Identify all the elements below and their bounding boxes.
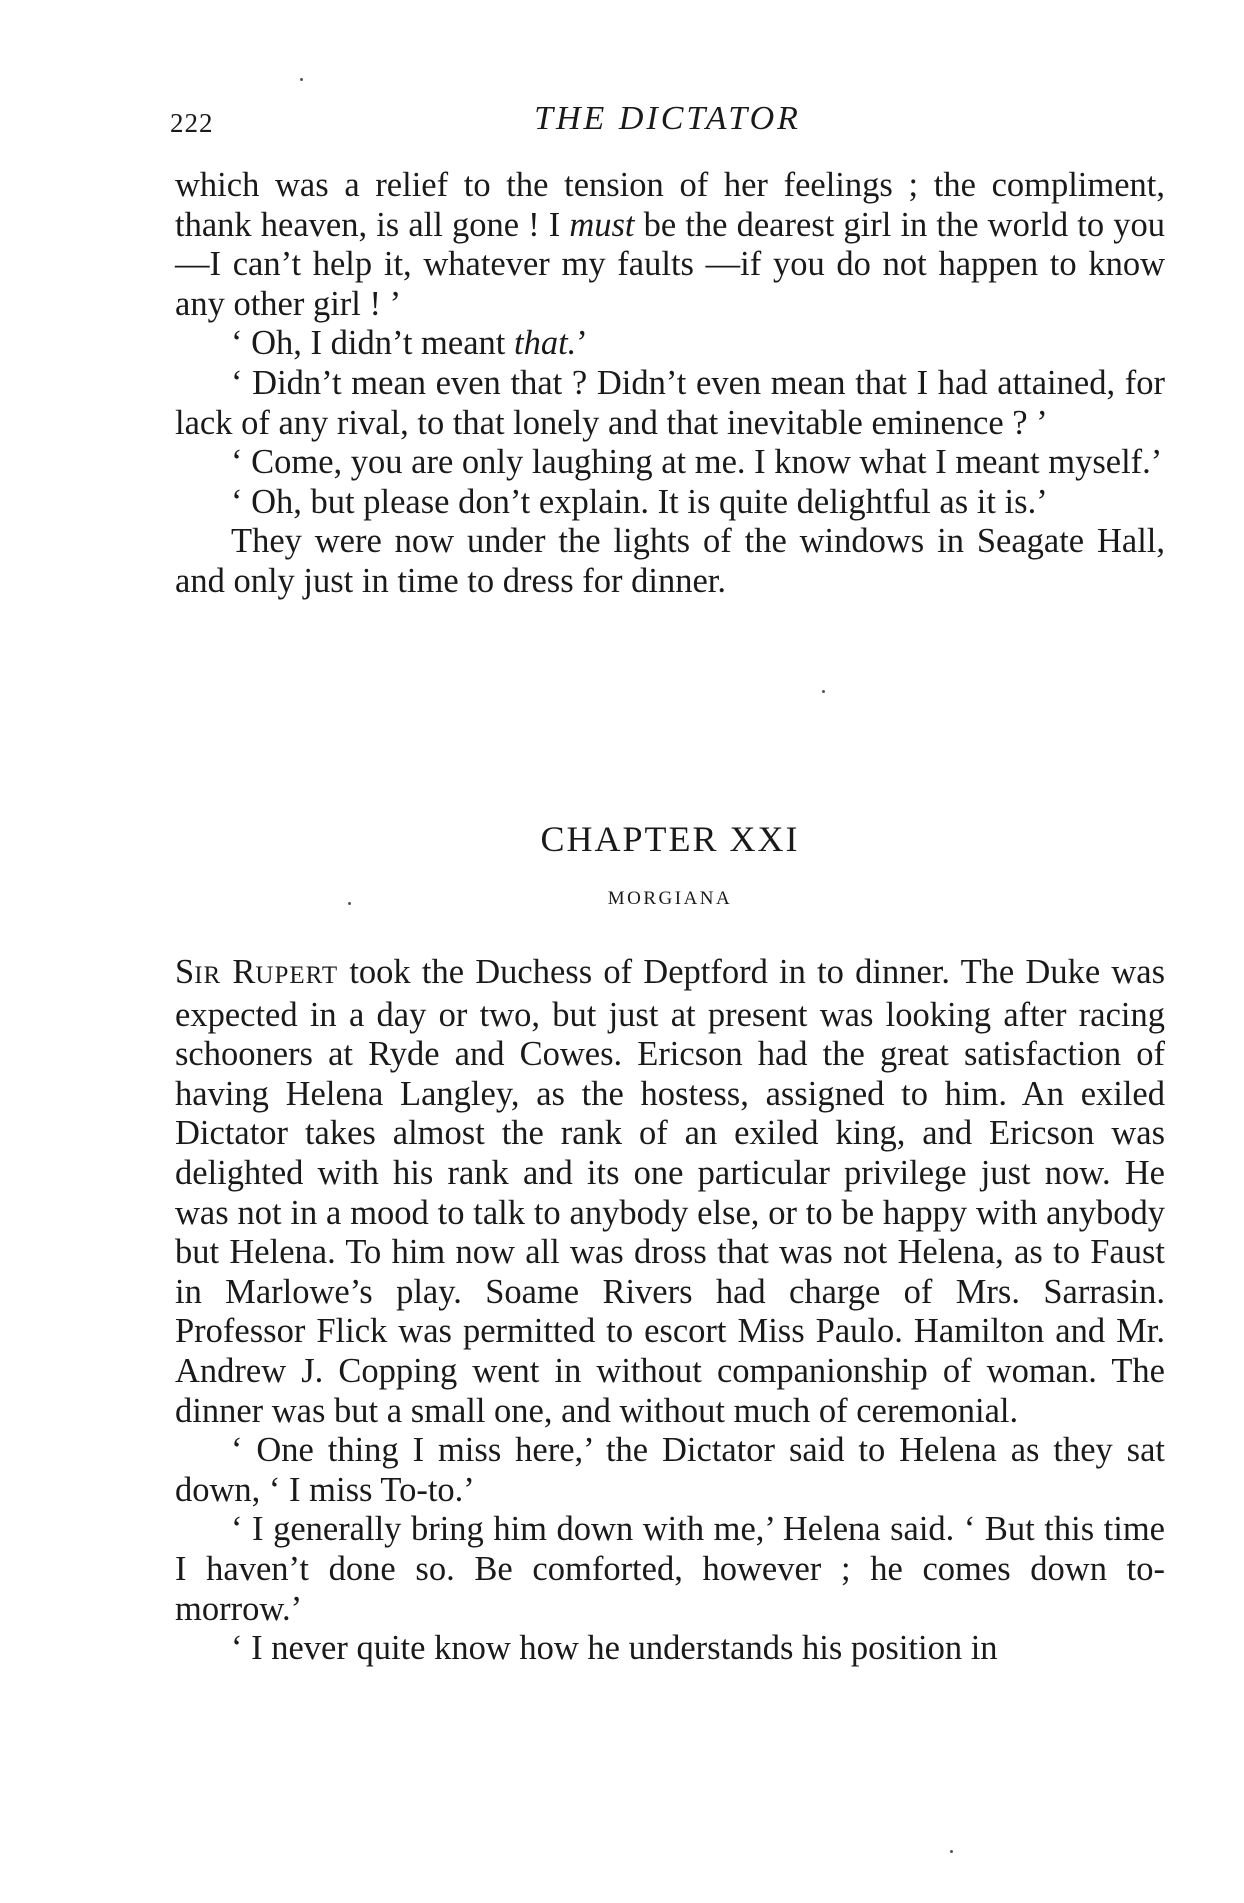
running-head bbox=[170, 100, 1165, 142]
paragraph: ‘ Oh, but please don’t explain. It is quite delightful as it is.’ bbox=[231, 482, 1048, 521]
paragraph: ‘ Oh, I didn’t meant that.’ bbox=[231, 324, 588, 363]
emphasis: must bbox=[569, 205, 635, 244]
paper-speck bbox=[822, 690, 825, 693]
paragraph: ‘ One thing I miss here,’ the Dictator said to Helena as they sat down, ‘ I miss To-to.’ bbox=[175, 1431, 1165, 1509]
chapter-body bbox=[175, 953, 1165, 1669]
chapter-subtitle: MORGIANA bbox=[607, 888, 733, 909]
chapter-opening-paragraph: SIR RUPERT took the Duchess of Deptford in to dinner. The Duke was expected in a day or two, but just at present was looking after racing schooners at Ryde and Cowes. Ericson had the great satisfaction of having Helena Langley, as the hostess, assigned to him. An exiled Dictator takes almost the rank of an exiled king, and Ericson was delighted with his rank and its one particular privilege just now. He was not in a mood to talk to anybody else, or to be happy with anybody but Helena. To him now all was dross that was not Helena, as to Faust in Marlowe’s play. Soame Rivers had charge of Mrs. Sarrasin. Professor Flick was permitted to escort Miss Paulo. Hamilton and Mr. Andrew J. Copping went in without companionship of woman. The dinner was but a small one, and without much of ceremonial. bbox=[175, 953, 1166, 1430]
paragraph: They were now under the lights of the windows in Seagate Hall, and only just in time to dress for dinner. bbox=[175, 522, 1165, 600]
running-title: THE DICTATOR bbox=[534, 100, 801, 137]
paper-speck bbox=[348, 902, 351, 905]
paragraph: which was a relief to the tension of her feelings ; the compliment, thank heaven, is all gone ! I must be the dearest girl in the world to you—I can’t help it, whatever my faults —if you do not happen to know any other girl ! ’ bbox=[175, 166, 1165, 323]
emphasis: that. bbox=[513, 324, 577, 363]
paragraph: ‘ Didn’t mean even that ? Didn’t even mean that I had attained, for lack of any rival, to that lonely and that inevitable eminence ? ’ bbox=[175, 363, 1165, 442]
chapter-heading: CHAPTER XXI bbox=[540, 819, 800, 859]
page-number: 222 bbox=[170, 108, 214, 138]
paragraph: ‘ I never quite know how he understands his position in bbox=[231, 1629, 998, 1668]
paper-speck bbox=[950, 1850, 953, 1853]
paragraph: ‘ Come, you are only laughing at me. I know what I meant myself.’ bbox=[231, 443, 1163, 482]
paragraph: ‘ I generally bring him down with me,’ Helena said. ‘ But this time I haven’t done so. Be comforted, however ; he comes down to-morrow.’ bbox=[175, 1510, 1165, 1628]
previous-chapter-ending bbox=[175, 166, 1165, 602]
paper-speck bbox=[300, 78, 303, 81]
